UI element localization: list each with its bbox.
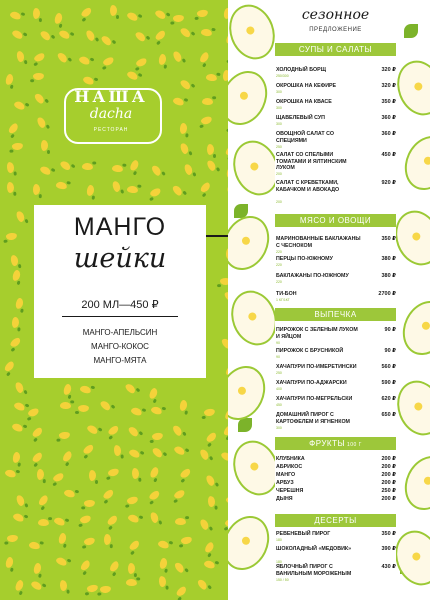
menu-item-name: ШОКОЛАДНЫЙ «МЕДОВИК» (276, 546, 352, 552)
menu-item-price: 320 ₽ (381, 83, 396, 89)
mango-decoration (172, 96, 185, 106)
mango-decoration (102, 56, 115, 67)
egg-yolk-decoration (247, 311, 257, 321)
menu-item-weight: 400 (276, 387, 282, 392)
menu-item-name: ДЫНЯ (276, 496, 293, 502)
mango-decoration (220, 450, 228, 462)
mango-decoration (124, 382, 137, 395)
logo-tag-text: РЕСТОРАН (93, 127, 129, 133)
mango-decoration (199, 518, 210, 531)
egg-yolk-decoration (411, 231, 421, 241)
mango-decoration (132, 468, 140, 479)
mango-decoration (172, 15, 184, 23)
mango-decoration (37, 469, 44, 480)
mango-decoration (62, 383, 72, 396)
mango-decoration (12, 452, 21, 464)
menu-item-weight: 200 (276, 200, 282, 205)
mango-decoration (183, 163, 193, 176)
menu-item-name: БАКЛАЖАНЫ ПО-ЮЖНОМУ (276, 273, 349, 279)
khachapuri-doodle (228, 508, 278, 577)
menu-item-name: ПИРОЖОК С БРУСНИКОЙ (276, 348, 344, 354)
mango-decoration (5, 232, 17, 240)
restaurant-logo (56, 82, 166, 146)
menu-item-name: АБРИКОС (276, 464, 303, 470)
mango-decoration (159, 558, 168, 570)
egg-yolk-decoration (241, 535, 252, 546)
section-note: 100 Г (345, 442, 362, 448)
menu-item-price: 200 ₽ (381, 496, 396, 502)
mango-decoration (6, 161, 14, 173)
mango-decoration (201, 28, 213, 37)
mango-decoration (15, 211, 25, 224)
mango-decoration (89, 470, 96, 481)
khachapuri-doodle (394, 293, 430, 362)
khachapuri-doodle (228, 63, 276, 132)
mango-decoration (102, 488, 115, 500)
mango-decoration (52, 472, 65, 483)
menu-item-weight: 250 (276, 371, 282, 376)
mango-decoration (11, 317, 19, 329)
menu-item-price: 390 ₽ (381, 546, 396, 552)
mango-decoration (104, 534, 111, 545)
khachapuri-doodle (228, 208, 278, 277)
mango-decoration (154, 29, 167, 42)
menu-item-name: ЯБЛОЧНЫЙ ПИРОГ С ВАНИЛЬНЫМ МОРОЖЕНЫМ (276, 564, 352, 577)
section-header (275, 437, 396, 450)
mango-decoration (159, 576, 167, 588)
menu-item-weight: 450 (276, 403, 282, 408)
mango-decoration (157, 539, 170, 549)
mango-decoration (204, 474, 215, 487)
mango-decoration (172, 424, 184, 437)
menu-item-weight: 150 / 50 (276, 577, 289, 582)
menu-item-price: 350 ₽ (381, 99, 396, 105)
mango-decoration (200, 116, 213, 126)
egg-yolk-decoration (413, 81, 423, 91)
mango-decoration (126, 185, 138, 193)
mango-decoration (59, 580, 67, 592)
khachapuri-doodle (396, 128, 430, 197)
mango-decoration (175, 585, 188, 598)
mango-decoration (127, 425, 140, 438)
menu-item-name: ЩАВЕЛЕВЫЙ СУП (276, 115, 325, 121)
menu-item-name: ПЕРЦЫ ПО-ЮЖНОМУ (276, 256, 333, 262)
mango-decoration (179, 467, 192, 479)
egg-yolk-decoration (239, 90, 250, 101)
menu-item-name: ПИРОЖОК С ЗЕЛЕНЫМ ЛУКОМ И ЯЙЦОМ (276, 327, 358, 340)
mango-decoration (55, 556, 68, 567)
egg-yolk-decoration (411, 551, 421, 561)
mango-decoration (86, 184, 95, 196)
mango-decoration (31, 426, 44, 439)
menu-item-price: 200 ₽ (381, 472, 396, 478)
mango-decoration (6, 535, 18, 543)
mango-decoration (54, 12, 64, 25)
mango-decoration (39, 164, 52, 175)
menu-item-name: ХАЧАПУРИ ПО-МЕГРЕЛЬСКИ (276, 396, 353, 402)
mango-decoration (7, 181, 15, 192)
mango-decoration (220, 337, 228, 350)
egg-yolk-decoration (423, 475, 430, 486)
mango-decoration (83, 499, 94, 507)
menu-item-name: ХОЛОДНЫЙ БОРЩ (276, 67, 327, 73)
mango-decoration (154, 8, 167, 20)
menu-item-name: ТИ-БОН (276, 291, 297, 297)
mango-decoration (158, 54, 167, 66)
section-title: ДЕСЕРТЫ (314, 516, 357, 525)
mango-decoration (206, 159, 217, 172)
menu-item-name: МАРИНОВАННЫЕ БАКЛАЖАНЫ С ЧЕСНОКОМ (276, 236, 361, 249)
promo-card (34, 205, 206, 378)
mango-decoration (15, 494, 25, 507)
egg-yolk-decoration (245, 25, 255, 35)
egg-yolk-decoration (237, 385, 248, 396)
section-header (275, 214, 396, 227)
mango-decoration (180, 536, 192, 545)
mango-decoration (179, 400, 188, 412)
menu-item-price: 450 ₽ (381, 152, 396, 158)
mango-decoration (99, 399, 112, 411)
menu-item-name: ДОМАШНИЙ ПИРОГ С КАРТОФЕЛЕМ И ЯГНЕНКОМ (276, 412, 350, 425)
menu-item-price: 360 ₽ (381, 131, 396, 137)
menu-item-price: 320 ₽ (381, 67, 396, 73)
menu-item-weight: 200 (276, 172, 282, 177)
mango-decoration (199, 181, 212, 194)
mango-decoration (150, 405, 163, 415)
mango-decoration (33, 562, 42, 574)
mango-decoration (111, 165, 123, 173)
menu-item-price: 650 ₽ (381, 412, 396, 418)
mango-decoration (38, 494, 50, 507)
menu-item-name: ХАЧАПУРИ ПО-ИМЕРЕТИНСКИ (276, 364, 357, 370)
mango-decoration (130, 406, 143, 416)
mango-decoration (151, 432, 163, 441)
mango-decoration (12, 422, 25, 433)
menu-item-price: 620 ₽ (381, 396, 396, 402)
mango-decoration (41, 140, 48, 151)
menu-column (275, 0, 396, 600)
mango-decoration (197, 10, 209, 18)
mango-decoration (28, 541, 40, 550)
mango-decoration (58, 29, 71, 40)
menu-item-name: ЧЕРЕШНЯ (276, 488, 304, 494)
mango-decoration (80, 6, 93, 18)
mango-decoration (126, 579, 137, 587)
mango-decoration (33, 92, 45, 105)
menu-item-weight: 1 КГ/1КГ (276, 298, 290, 303)
menu-item-weight: 300 (276, 425, 282, 430)
mango-decoration (148, 490, 161, 502)
mango-decoration (79, 559, 91, 572)
menu-item-weight: 250 (276, 144, 282, 149)
menu-item-weight: 180 (276, 538, 282, 543)
mango-decoration (85, 29, 96, 42)
mango-decoration (204, 408, 216, 417)
mango-decoration (127, 563, 134, 574)
mango-decoration (55, 181, 67, 190)
menu-item-price: 200 ₽ (381, 456, 396, 462)
menu-item-price: 380 ₽ (381, 273, 396, 279)
menu-title: сезонное (301, 7, 370, 23)
egg-yolk-decoration (421, 320, 430, 331)
mango-decoration (79, 515, 92, 525)
mango-decoration (107, 468, 120, 478)
menu-item-weight: 90 (276, 340, 280, 345)
mango-decoration (39, 30, 52, 43)
mango-decoration (9, 336, 22, 348)
mango-decoration (9, 10, 22, 20)
mango-decoration (12, 142, 24, 150)
mango-decoration (79, 385, 92, 395)
mango-decoration (14, 579, 25, 592)
mango-decoration (113, 445, 121, 457)
mango-decoration (100, 586, 112, 594)
menu-item-price: 430 ₽ (381, 564, 396, 570)
mango-decoration (62, 450, 74, 463)
menu-item-price: 590 ₽ (381, 380, 396, 386)
egg-yolk-decoration (241, 235, 252, 246)
title-rule (206, 235, 228, 237)
promo-option: МАНГО-МЯТА (93, 356, 147, 365)
mango-decoration (33, 52, 46, 63)
menu-item-name: ХАЧАПУРИ ПО-АДЖАРСКИ (276, 380, 347, 386)
mango-decoration (54, 516, 67, 527)
mango-decoration (151, 446, 164, 459)
mango-decoration (31, 451, 44, 464)
mango-decoration (134, 30, 147, 43)
promo-option: МАНГО-АПЕЛЬСИН (82, 328, 158, 337)
menu-item-weight: 180 (276, 559, 282, 564)
section-title: ВЫПЕЧКА (314, 310, 357, 319)
promo-title-line1: МАНГО (73, 213, 167, 241)
mango-decoration (203, 541, 215, 554)
menu-item-weight: 250/300 (276, 74, 289, 79)
mango-decoration (179, 78, 192, 90)
menu-item-price: 380 ₽ (381, 256, 396, 262)
mango-decoration (11, 269, 21, 282)
menu-item-price: 2700 ₽ (378, 291, 396, 297)
menu-item-price: 350 ₽ (381, 236, 396, 242)
mango-decoration (5, 557, 14, 569)
promo-price: 200 МЛ—450 ₽ (81, 299, 159, 311)
mango-decoration (175, 518, 186, 525)
mango-decoration (202, 98, 213, 105)
mango-decoration (106, 514, 119, 527)
mango-decoration (3, 360, 15, 373)
mango-decoration (33, 73, 44, 80)
mango-decoration (128, 539, 141, 552)
mango-decoration (82, 444, 95, 456)
menu-item-name: ОКРОШКА НА КВАСЕ (276, 99, 332, 105)
mango-decoration (59, 159, 72, 171)
mango-decoration (207, 496, 215, 508)
menu-item-name: КЛУБНИКА (276, 456, 305, 462)
mango-decoration (4, 468, 17, 478)
mango-decoration (58, 532, 67, 544)
mango-decoration (128, 159, 139, 172)
mango-decoration (220, 278, 228, 285)
mango-decoration (59, 431, 71, 439)
section-title: МЯСО И ОВОЩИ (299, 216, 372, 225)
section-header (275, 514, 396, 527)
section-header (275, 43, 396, 56)
menu-item-price: 200 ₽ (381, 464, 396, 470)
mango-decoration (5, 73, 15, 85)
mango-decoration (12, 512, 25, 523)
mango-decoration (198, 51, 210, 64)
menu-item-name: РЕВЕНЕВЫЙ ПИРОГ (276, 531, 331, 537)
mango-decoration (107, 424, 120, 436)
logo-sub-text: dacha (89, 106, 133, 122)
menu-item-weight: 220 (276, 249, 282, 254)
mango-decoration (127, 495, 139, 505)
mango-decoration (206, 73, 218, 81)
menu-item-name: АРБУЗ (276, 480, 294, 486)
mango-decoration (127, 513, 140, 524)
mango-decoration (196, 578, 208, 591)
mango-decoration (149, 187, 162, 198)
menu-panel (228, 0, 430, 600)
egg-yolk-decoration (249, 161, 259, 171)
mango-decoration (15, 297, 24, 309)
section-title: ФРУКТЫ (309, 439, 346, 448)
mango-decoration (126, 11, 139, 22)
egg-yolk-decoration (413, 401, 423, 411)
mango-decoration (205, 431, 218, 444)
section-title: СУПЫ И САЛАТЫ (298, 45, 373, 54)
mango-decoration (135, 57, 148, 68)
mango-decoration (15, 381, 25, 394)
mango-decoration (30, 580, 43, 592)
egg-yolk-decoration (423, 155, 430, 166)
menu-item-weight: 220 (276, 280, 282, 285)
menu-item-name: ОВОЩНОЙ САЛАТ СО СПЕЦИЯМИ (276, 131, 334, 144)
mango-decoration (86, 424, 99, 436)
mango-decoration (204, 560, 217, 570)
menu-item-weight: 300 (276, 90, 282, 95)
menu-item-name: ОКРОШКА НА КЕФИРЕ (276, 83, 337, 89)
mango-decoration (172, 50, 183, 63)
mango-decoration (180, 123, 188, 135)
mango-decoration (36, 116, 47, 129)
mango-decoration (10, 254, 19, 266)
menu-item-price: 90 ₽ (384, 327, 396, 333)
herb-sprig-decoration (404, 24, 418, 38)
mango-decoration (150, 164, 162, 177)
mango-decoration (78, 55, 91, 66)
menu-item-price: 360 ₽ (381, 115, 396, 121)
mango-decoration (16, 51, 25, 63)
menu-item-weight: 90 (276, 355, 280, 360)
mango-decoration (100, 34, 113, 47)
mango-decoration (11, 28, 24, 40)
menu-item-name: САЛАТ С КРЕВЕТКАМИ, КАБАЧКОМ И АВОКАДО (276, 180, 340, 193)
mango-decoration (78, 405, 89, 412)
promo-title-line2: шейки (73, 243, 167, 274)
mango-decoration (179, 142, 189, 155)
mango-decoration (57, 51, 70, 64)
mango-decoration (126, 70, 139, 81)
mango-decoration (149, 466, 160, 479)
mango-decoration (174, 561, 186, 574)
mango-decoration (179, 27, 192, 39)
egg-yolk-decoration (249, 461, 259, 471)
mango-decoration (33, 8, 40, 19)
mango-decoration (60, 402, 71, 410)
menu-item-price: 350 ₽ (381, 531, 396, 537)
promo-option: МАНГО-КОКОС (91, 342, 149, 351)
khachapuri-doodle (396, 448, 430, 517)
section-header (275, 308, 396, 321)
menu-item-price: 200 ₽ (381, 480, 396, 486)
menu-item-weight: 300 (276, 106, 282, 111)
mango-decoration (7, 122, 19, 135)
menu-item-weight: 300 (276, 122, 282, 127)
mango-decoration (150, 511, 160, 524)
mango-decoration (38, 519, 49, 526)
mango-decoration (13, 100, 26, 111)
menu-item-weight: 220 (276, 263, 282, 268)
menu-item-name: САЛАТ СО СПЕЛЫМИ ТОМАТАМИ И ЯЛТИНСКИМ ЛУКОМ (276, 152, 347, 172)
mango-decoration (173, 445, 186, 457)
menu-item-price: 250 ₽ (381, 488, 396, 494)
mango-decoration (13, 401, 26, 412)
logo-main-text: НАША (74, 87, 148, 106)
mango-decoration (109, 560, 121, 573)
price-divider (62, 316, 178, 317)
mango-decoration (82, 163, 93, 171)
mango-decoration (110, 5, 117, 16)
mango-decoration (173, 489, 186, 500)
mango-decoration (111, 180, 121, 193)
mango-decoration (128, 448, 141, 459)
mango-decoration (83, 537, 95, 546)
mango-decoration (63, 489, 76, 499)
mango-decoration (27, 408, 40, 419)
menu-subtitle: ПРЕДЛОЖЕНИЕ (309, 27, 362, 33)
mango-decoration (207, 144, 214, 155)
menu-item-price: 920 ₽ (381, 180, 396, 186)
mango-decoration (199, 448, 210, 461)
mango-decoration (172, 184, 184, 197)
menu-item-price: 90 ₽ (384, 348, 396, 354)
menu-item-price: 560 ₽ (381, 364, 396, 370)
mango-decoration (33, 184, 40, 195)
mango-decoration (148, 387, 159, 400)
menu-item-name: МАНГО (276, 472, 296, 478)
